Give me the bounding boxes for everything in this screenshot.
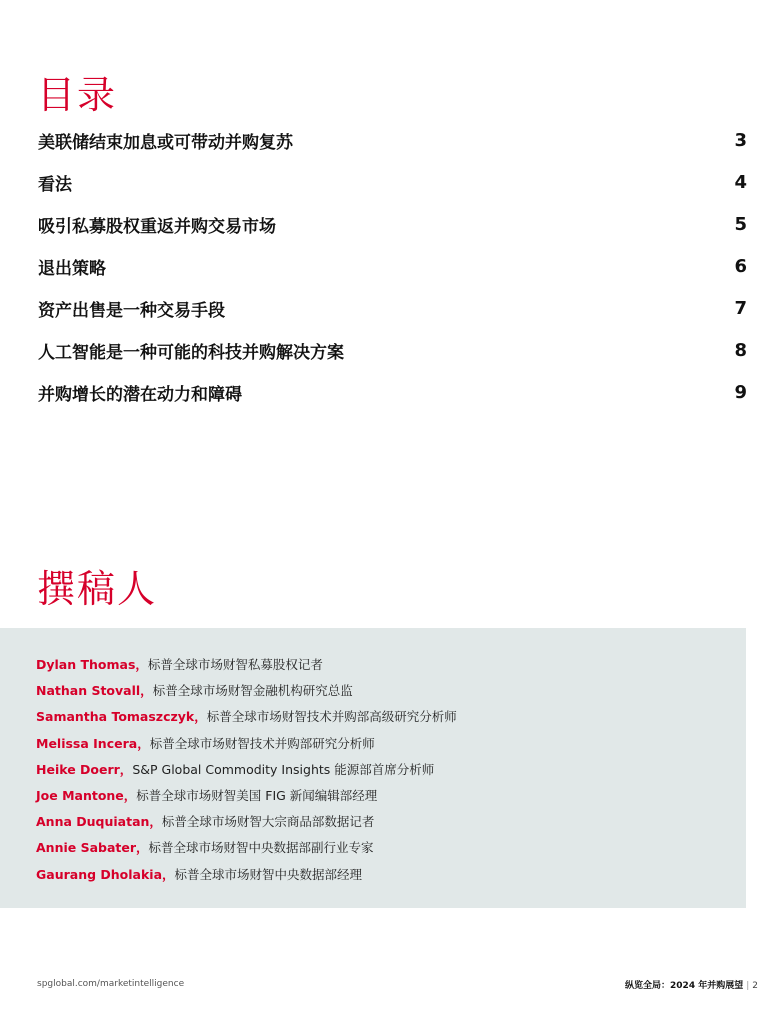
contributor-name: Annie Sabater， (36, 840, 149, 856)
toc-entry-page: 8 (734, 339, 747, 361)
contributor-name: Nathan Stovall， (36, 683, 153, 699)
contributor-row (36, 835, 457, 861)
contributors-title: 撰稿人 (37, 567, 158, 611)
toc-entry-page: 4 (734, 171, 747, 193)
footer-page-number: 2 (752, 981, 758, 991)
toc-entry-title: 美联储结束加息或可带动并购复苏 (38, 132, 293, 153)
toc-entry-page: 5 (734, 213, 747, 235)
toc-entry-title: 人工智能是一种可能的科技并购解决方案 (38, 342, 344, 363)
footer-publication (625, 978, 758, 991)
contributor-role: 标普全球市场财智大宗商品部数据记者 (161, 814, 375, 830)
contributor-role: 标普全球市场财智技术并购部高级研究分析师 (206, 709, 457, 725)
toc-entry[interactable] (38, 245, 747, 287)
toc-entry[interactable] (38, 287, 747, 329)
toc-entry-title: 资产出售是一种交易手段 (38, 300, 225, 321)
contributor-row (36, 862, 457, 888)
contributor-name: Anna Duquiatan， (36, 814, 162, 830)
contributor-role: S&P Global Commodity Insights 能源部首席分析师 (132, 761, 435, 777)
contributor-row (36, 783, 457, 809)
toc-entry-title: 退出策略 (38, 258, 106, 279)
contributor-row (36, 704, 457, 730)
footer-url[interactable]: spglobal.com/marketintelligence (37, 979, 185, 989)
toc-entry[interactable] (38, 203, 747, 245)
contributor-role: 标普全球市场财智中央数据部经理 (174, 866, 363, 882)
toc-entry[interactable] (38, 329, 747, 371)
contributor-role: 标普全球市场财智技术并购部研究分析师 (149, 735, 375, 751)
contributor-name: Heike Doerr， (36, 761, 133, 777)
contributor-row (36, 731, 457, 757)
toc-entry-title: 并购增长的潜在动力和障碍 (38, 384, 242, 405)
contributor-role: 标普全球市场财智中央数据部副行业专家 (148, 840, 374, 856)
contributor-name: Melissa Incera， (36, 735, 150, 751)
toc-title: 目录 (37, 73, 118, 117)
contributors-list (36, 652, 457, 888)
footer-publication-title: 纵览全局：2024 年并购展望 (625, 981, 744, 991)
contributor-row (36, 678, 457, 704)
contributor-role: 标普全球市场财智私募股权记者 (147, 657, 323, 672)
toc-entry[interactable] (38, 119, 747, 161)
toc-list (38, 119, 747, 413)
toc-entry-title: 看法 (38, 174, 72, 195)
toc-entry-title: 吸引私募股权重返并购交易市场 (38, 216, 276, 237)
footer-separator: | (746, 981, 750, 991)
toc-entry[interactable] (38, 161, 747, 203)
contributor-name: Samantha Tomaszczyk， (36, 709, 207, 725)
toc-entry-page: 7 (734, 297, 747, 319)
contributor-name: Joe Mantone， (36, 787, 137, 803)
toc-entry-page: 3 (734, 129, 747, 151)
contributor-role: 标普全球市场财智美国 FIG 新闻编辑部经理 (136, 787, 378, 803)
toc-entry-page: 6 (734, 255, 747, 277)
contributor-name: Gaurang Dholakia， (36, 866, 175, 882)
toc-entry[interactable] (38, 371, 747, 413)
contributors-panel (0, 628, 746, 908)
contributor-name: Dylan Thomas， (36, 657, 148, 672)
contributor-row (36, 809, 457, 835)
contributor-role: 标普全球市场财智金融机构研究总监 (152, 683, 353, 699)
toc-entry-page: 9 (734, 381, 747, 403)
contributor-row (36, 757, 457, 783)
contributor-row (36, 652, 457, 678)
